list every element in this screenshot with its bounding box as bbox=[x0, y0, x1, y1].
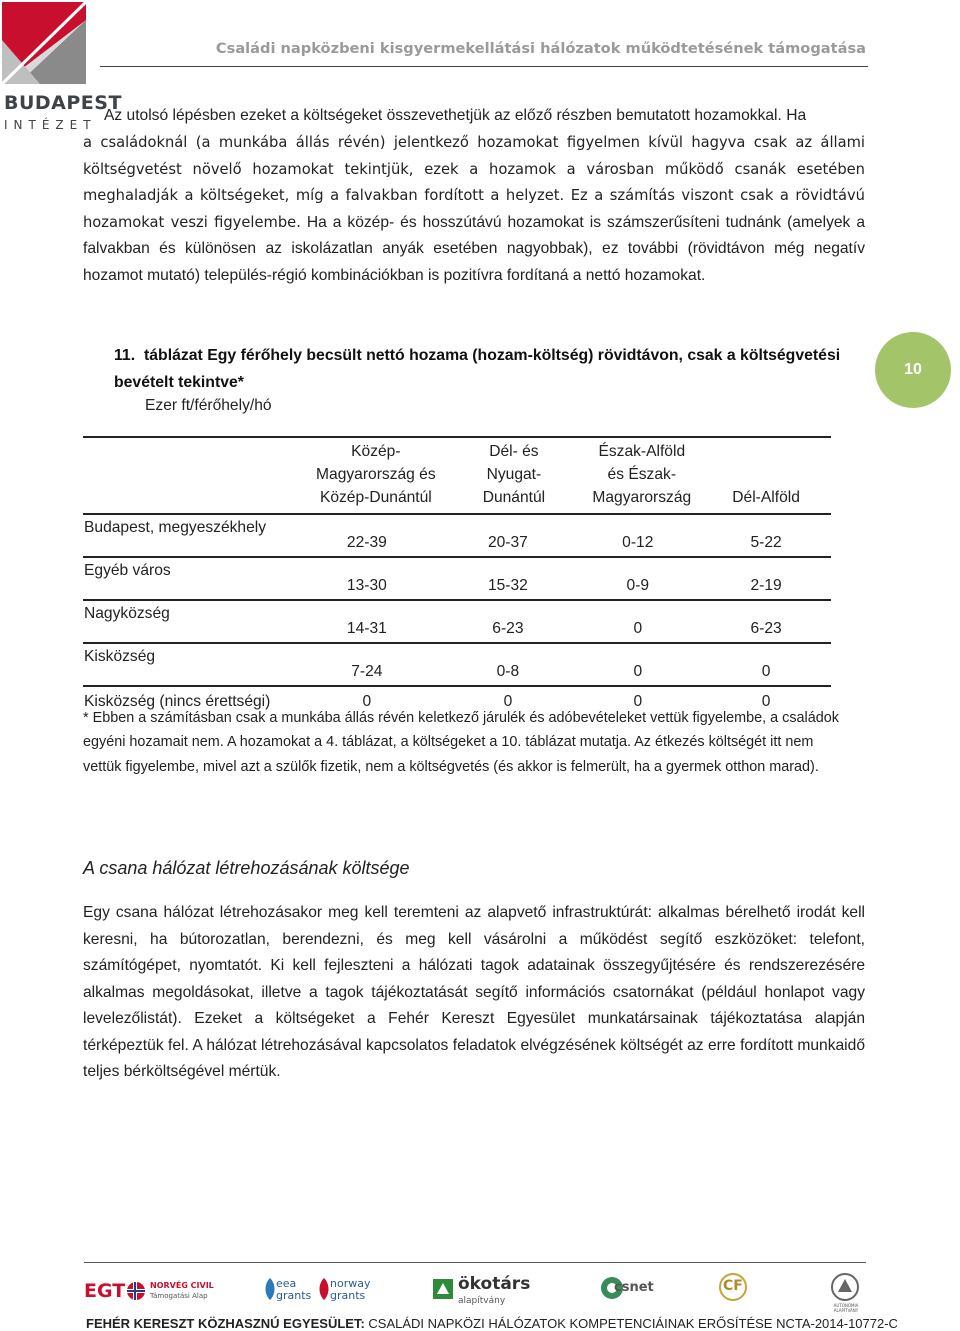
intro-paragraph bbox=[83, 130, 865, 289]
okotars-logo-line-2: alapítvány bbox=[458, 1296, 506, 1306]
eea-norway-grants-logo bbox=[262, 1270, 372, 1316]
cfe-text: CF bbox=[723, 1278, 743, 1294]
column-header: Észak-Alföld és Észak-Magyarország bbox=[592, 443, 692, 506]
section-heading: A csana hálózat létrehozásának költsége bbox=[83, 858, 410, 878]
data-table bbox=[83, 436, 831, 717]
table-cell: 0 bbox=[633, 620, 643, 637]
okotars-logo bbox=[432, 1270, 532, 1316]
table-cell: 20-37 bbox=[487, 534, 528, 551]
header-divider bbox=[100, 66, 868, 67]
row-label: Budapest, megyeszékhely bbox=[84, 519, 267, 536]
table-cell: 0 bbox=[761, 693, 771, 710]
table-caption bbox=[114, 342, 854, 396]
table-number: 11. bbox=[114, 347, 136, 364]
table-cell: 0-12 bbox=[622, 534, 654, 551]
table-cell: 0 bbox=[362, 693, 372, 710]
table-row bbox=[83, 643, 831, 686]
table-cell: 22-39 bbox=[346, 534, 387, 551]
norveg-logo-line-1: NORVÉG CIVIL bbox=[150, 1281, 214, 1290]
page-number-badge bbox=[868, 332, 958, 408]
footer-text bbox=[86, 1316, 898, 1331]
table-row bbox=[83, 514, 831, 557]
logo-word-budapest: BUDAPEST bbox=[4, 92, 122, 114]
table-cell: 13-30 bbox=[346, 577, 387, 594]
table-cell: 14-31 bbox=[346, 620, 387, 637]
table-cell: 7-24 bbox=[351, 663, 383, 680]
eea-grants-logo: eea grants bbox=[276, 1277, 312, 1302]
page-number: 10 bbox=[875, 332, 951, 408]
column-header bbox=[83, 437, 292, 514]
table-cell: 6-23 bbox=[750, 620, 782, 637]
table-row bbox=[83, 557, 831, 600]
table-cell: 5-22 bbox=[750, 534, 782, 551]
table-header-row bbox=[83, 437, 831, 514]
row-label: Egyéb város bbox=[84, 562, 171, 579]
budapest-intezet-logo bbox=[0, 0, 122, 140]
table-cell: 6-23 bbox=[492, 620, 524, 637]
row-label: Kisközség (nincs érettségi) bbox=[84, 693, 271, 710]
norveg-logo-line-2: Támogatási Alap bbox=[150, 1292, 208, 1300]
table-footnote: * Ebben a számításban csak a munkába állás révén keletkező járulék és adóbevételeket vettük figyelembe, a családok egyéni hozamait nem. A hozamokat a 4. táblázat, a költségeket a 10. táblázat mutatja. Az étkezés költségét itt nem vettük figyelembe, mivel azt a szülők fizetik, nem a költségvetés (és akkor is felmerült, ha a gyermek otthon marad). bbox=[83, 710, 839, 775]
table-cell: 0-9 bbox=[626, 577, 650, 594]
footer-organization: FEHÉR KERESZT KÖZHASZNÚ EGYESÜLET: bbox=[86, 1316, 365, 1331]
intro-first-line: Az utolsó lépésben ezeket a költségeket összevethetjük az előző részben bemutatott hozamokkal. Ha bbox=[104, 107, 807, 124]
okotars-logo-line-1: ökotárs bbox=[458, 1274, 531, 1294]
autonomia-mark-icon bbox=[830, 1272, 860, 1302]
csnet-text: csnet bbox=[614, 1280, 654, 1295]
column-header: Dél- és Nyugat-Dunántúl bbox=[482, 443, 546, 506]
running-header: Családi napközbeni kisgyermekellátási hálózatok működtetésének támogatása bbox=[215, 40, 866, 57]
table-row bbox=[83, 600, 831, 643]
intro-part-2: Ha a közép- és hosszútávú hozamokat is számszerűsíteni tudnánk (amelyek a falvakban és különösen az iskolázatlan anyák esetében nagyobbak), ez további (rövidtávon még negatív hozamot mutató) település-régió kombinációkban is pozitívra fordítaná a nettó hozamokat. bbox=[83, 213, 865, 284]
column-header: Közép-Magyarország és Közép-Dunántúl bbox=[316, 443, 436, 506]
table-cell: 0 bbox=[633, 663, 643, 680]
logo-word-intezet: INTÉZET bbox=[4, 118, 97, 132]
csnet-logo bbox=[600, 1270, 660, 1316]
intro-part-1: a családoknál (a munkába állás révén) jelentkező hozamokat figyelmen kívül hagyva csak az állami költségvetést növelő hozamokat tekintjük, ezek a hozamok a városban működő csanák esetében meghaladják a költségeket, míg a falvakban fordított a helyzet. Ez a számítás viszont csak a rövidtávú hozamokat veszi figyelembe. bbox=[83, 134, 865, 231]
norway-grants-logo: norway grants bbox=[330, 1277, 371, 1302]
autonomia-logo bbox=[824, 1270, 868, 1316]
column-header: Dél-Alföld bbox=[732, 489, 800, 506]
table-cell: 0-8 bbox=[496, 663, 520, 680]
section-body: Egy csana hálózat létrehozásakor meg kell teremteni az alapvető infrastruktúrát: alkalmas bérelhető irodát kell keresni, ha bútorozatlan, berendezni, és meg kell vásárolni a működést segítő eszközöket: telefont, számítógépet, nyomtatót. Ki kell fejleszteni a hálózati tagok adatainak összegyűjtésére és rendszerezésére alkalmas megoldásokat, illetve a tagok tájékoztatását segítő információs csatornákat (például honlapot vagy levelezőlistát). Ezeket a költségeket a Fehér Kereszt Egyesület munkatársainak tájékoztatása alapján térképeztük fel. A hálózat létrehozásával kapcsolatos feladatok elvégzésének költségét az erre fordított munkaidő teljes bérköltségével mértük. bbox=[83, 904, 865, 1080]
cfe-logo bbox=[712, 1270, 762, 1316]
table-title: táblázat Egy férőhely becsült nettó hozama (hozam-költség) rövidtávon, csak a költségvetési bevételt tekintve* bbox=[114, 347, 841, 391]
footer-project: CSALÁDI NAPKÖZI HÁLÓZATOK KOMPETENCIÁINAK ERŐSÍTÉSE NCTA-2014-10772-C bbox=[364, 1316, 898, 1331]
okotars-mark-icon bbox=[432, 1278, 454, 1300]
flag-icon bbox=[126, 1281, 146, 1301]
footer-divider bbox=[84, 1262, 866, 1263]
table-cell: 15-32 bbox=[487, 577, 528, 594]
egt-norveg-logo bbox=[84, 1270, 214, 1316]
table-cell: 0 bbox=[633, 693, 643, 710]
row-label: Kisközség bbox=[84, 648, 156, 665]
logo-mark-icon bbox=[0, 0, 92, 90]
table-unit: Ezer ft/férőhely/hó bbox=[145, 397, 272, 414]
row-label: Nagyközség bbox=[84, 605, 170, 622]
egt-logo: EGT bbox=[84, 1280, 126, 1302]
autonomia-text: AUTONÓMIA ALAPÍTVÁNY bbox=[833, 1303, 859, 1313]
table-cell: 0 bbox=[761, 663, 771, 680]
table-cell: 2-19 bbox=[750, 577, 782, 594]
table-cell: 0 bbox=[503, 693, 513, 710]
